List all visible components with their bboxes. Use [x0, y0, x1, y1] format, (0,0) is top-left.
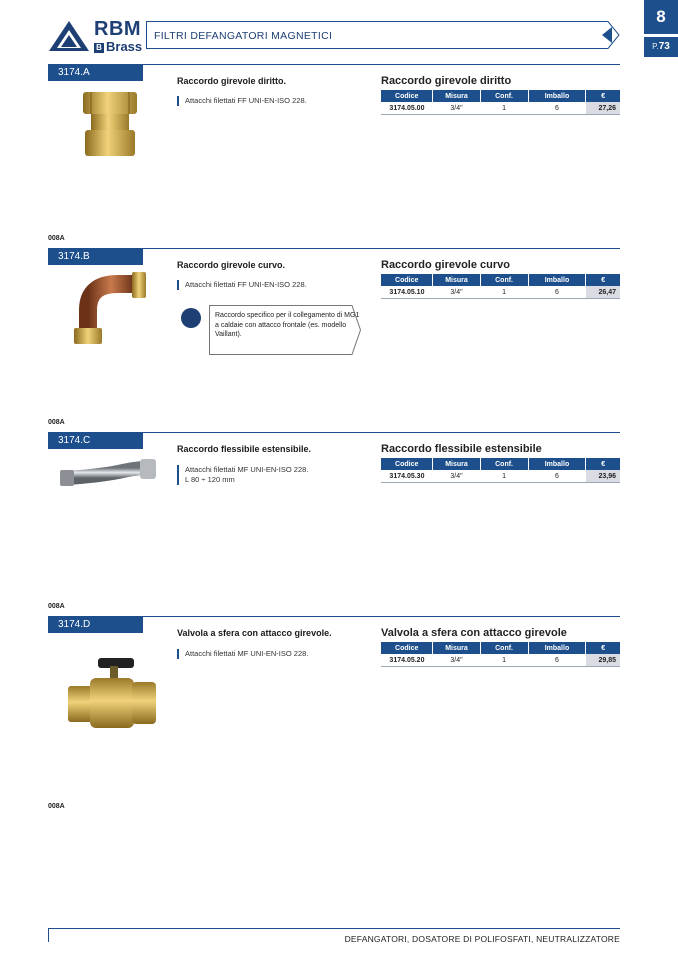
cell-conf: 1	[480, 470, 528, 483]
copper-curved-fitting-image	[60, 270, 160, 350]
note-text: Raccordo specifico per il collegamento di MG1 a caldaie con attacco frontale (es. modello Vaillant).	[215, 312, 360, 339]
table-header-row	[381, 458, 620, 470]
col-imballo: Imballo	[528, 90, 586, 102]
col-conf: Conf.	[480, 458, 528, 470]
col-imballo: Imballo	[528, 274, 586, 286]
table-title: Raccordo girevole curvo	[381, 259, 510, 271]
col-codice: Codice	[381, 458, 433, 470]
col-misura: Misura	[433, 642, 480, 654]
col-codice: Codice	[381, 90, 433, 102]
table-title: Valvola a sfera con attacco girevole	[381, 627, 567, 639]
section-code: 008A	[48, 803, 65, 810]
col-misura: Misura	[433, 90, 480, 102]
footer-divider	[48, 928, 620, 929]
section-code: 008A	[48, 419, 65, 426]
col-imballo: Imballo	[528, 642, 586, 654]
section-code: 008A	[48, 235, 65, 242]
brand-sub: B Brass	[94, 39, 142, 54]
product-description: Attacchi filettati MF UNI-EN-ISO 228. L 80 ÷ 120 mm	[177, 465, 308, 485]
chapter-tab: 8	[644, 0, 678, 34]
cell-price: 29,85	[586, 654, 620, 667]
table-header-row	[381, 90, 620, 102]
section-tab: 3174.B	[48, 248, 143, 265]
footer-tick	[48, 928, 49, 942]
col-codice: Codice	[381, 642, 433, 654]
cell-imballo: 6	[528, 654, 586, 667]
cell-price: 26,47	[586, 286, 620, 299]
cell-misura: 3/4"	[433, 470, 480, 483]
brand-name: RBM	[94, 18, 142, 40]
col-price: €	[586, 274, 620, 286]
col-conf: Conf.	[480, 642, 528, 654]
cell-conf: 1	[480, 286, 528, 299]
product-description: Attacchi filettati MF UNI-EN-ISO 228.	[177, 649, 308, 659]
rbm-logo-icon	[48, 20, 90, 52]
cell-codice: 3174.05.30	[381, 470, 433, 483]
section-tab: 3174.D	[48, 616, 143, 633]
cell-imballo: 6	[528, 470, 586, 483]
table-row	[381, 102, 620, 115]
footer-text: DEFANGATORI, DOSATORE DI POLIFOSFATI, NEUTRALIZZATORE	[344, 934, 620, 944]
table-row	[381, 470, 620, 483]
product-title: Raccordo girevole curvo.	[177, 260, 286, 270]
product-title: Raccordo flessibile estensibile.	[177, 444, 312, 454]
cell-conf: 1	[480, 654, 528, 667]
product-description: Attacchi filettati FF UNI-EN-ISO 228.	[177, 280, 307, 290]
product-title: Valvola a sfera con attacco girevole.	[177, 628, 332, 638]
page-title: FILTRI DEFANGATORI MAGNETICI	[154, 30, 333, 42]
col-codice: Codice	[381, 274, 433, 286]
cell-misura: 3/4"	[433, 102, 480, 115]
col-conf: Conf.	[480, 90, 528, 102]
cell-price: 23,96	[586, 470, 620, 483]
price-table	[381, 90, 620, 115]
price-table	[381, 642, 620, 667]
cell-imballo: 6	[528, 286, 586, 299]
cell-misura: 3/4"	[433, 286, 480, 299]
info-icon	[181, 308, 201, 328]
table-title: Raccordo girevole diritto	[381, 75, 512, 87]
cell-conf: 1	[480, 102, 528, 115]
table-title: Raccordo flessibile estensibile	[381, 443, 542, 455]
page-number-tab: P.73	[644, 37, 678, 57]
cell-price: 27,26	[586, 102, 620, 115]
table-row	[381, 654, 620, 667]
cell-codice: 3174.05.10	[381, 286, 433, 299]
col-conf: Conf.	[480, 274, 528, 286]
cell-codice: 3174.05.00	[381, 102, 433, 115]
price-table	[381, 274, 620, 299]
product-description: Attacchi filettati FF UNI-EN-ISO 228.	[177, 96, 307, 106]
flexible-hose-image	[58, 456, 158, 490]
table-header-row	[381, 274, 620, 286]
col-price: €	[586, 458, 620, 470]
col-misura: Misura	[433, 458, 480, 470]
table-header-row	[381, 642, 620, 654]
product-title: Raccordo girevole diritto.	[177, 76, 287, 86]
cell-misura: 3/4"	[433, 654, 480, 667]
cell-imballo: 6	[528, 102, 586, 115]
price-table	[381, 458, 620, 483]
section-code: 008A	[48, 603, 65, 610]
ball-valve-image	[60, 656, 160, 736]
table-row	[381, 286, 620, 299]
col-price: €	[586, 90, 620, 102]
section-tab: 3174.A	[48, 64, 143, 81]
col-price: €	[586, 642, 620, 654]
section-tab: 3174.C	[48, 432, 143, 449]
cell-codice: 3174.05.20	[381, 654, 433, 667]
col-misura: Misura	[433, 274, 480, 286]
col-imballo: Imballo	[528, 458, 586, 470]
brass-straight-fitting-image	[58, 86, 158, 164]
